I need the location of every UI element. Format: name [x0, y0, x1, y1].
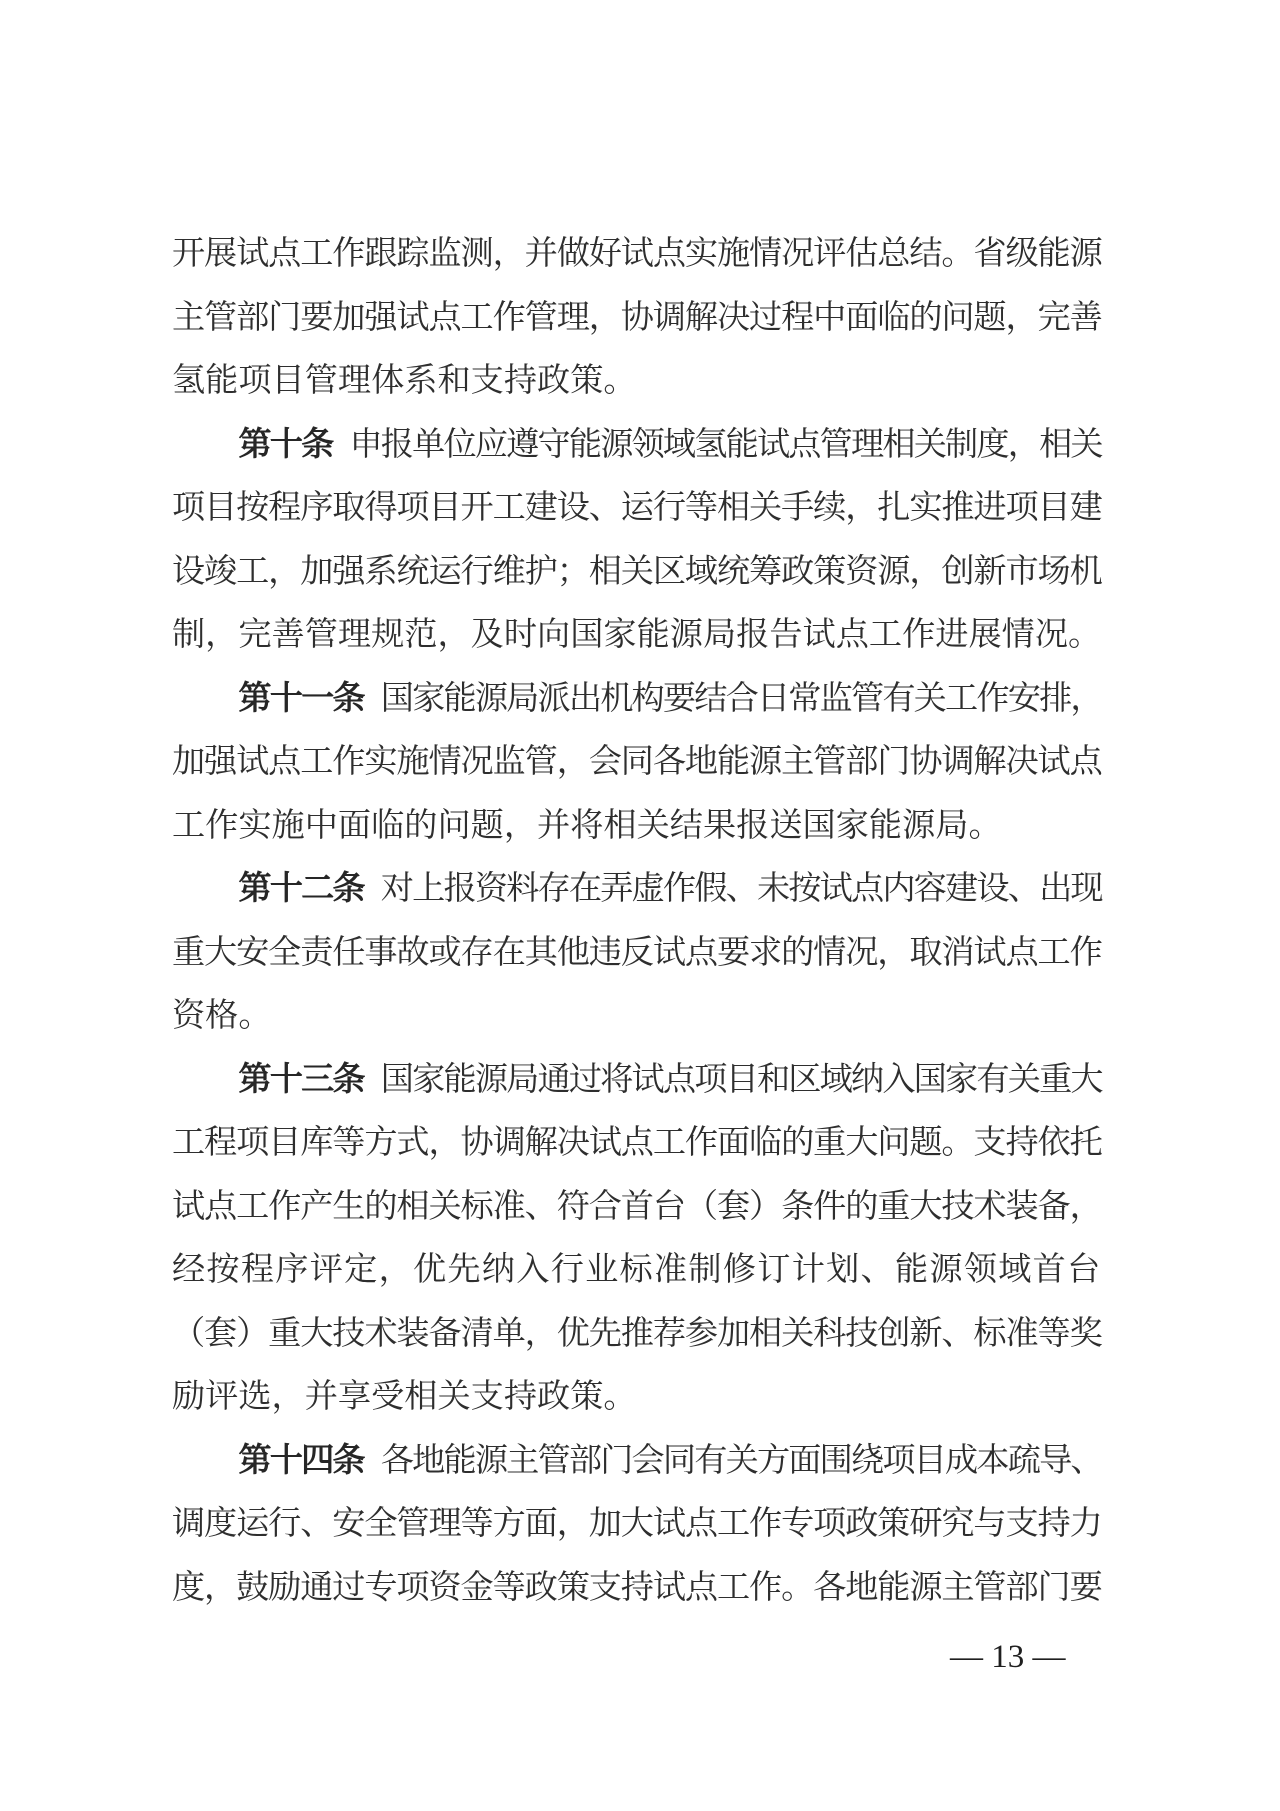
line-text: 开展试点工作跟踪监测，并做好试点实施情况评估总结。省级能源	[172, 235, 1102, 272]
text-line	[172, 603, 1102, 667]
text-line	[172, 921, 1102, 985]
article-number: 第十三条	[238, 1060, 364, 1098]
text-line	[172, 1429, 1102, 1493]
line-text: 工程项目库等方式，协调解决试点工作面临的重大问题。支持依托	[172, 1124, 1102, 1161]
line-text: 对上报资料存在弄虚作假、未按试点内容建设、出现	[380, 870, 1102, 907]
line-text: 资格。	[172, 997, 272, 1034]
text-line	[172, 1048, 1102, 1112]
text-line	[172, 540, 1102, 604]
text-line	[172, 1175, 1102, 1239]
line-text: 申报单位应遵守能源领域氢能试点管理相关制度，相关	[349, 425, 1102, 463]
line-text: 励评选，并享受相关支持政策。	[172, 1378, 637, 1415]
text-line	[172, 413, 1102, 477]
line-text: 经按程序评定，优先纳入行业标准制修订计划、能源领域首台	[172, 1251, 1102, 1288]
article-number: 第十条	[238, 425, 333, 463]
article-number: 第十二条	[238, 870, 364, 907]
text-line	[172, 1556, 1102, 1620]
text-line	[172, 1492, 1102, 1556]
document-lines	[172, 222, 1102, 1619]
text-line	[172, 1365, 1102, 1429]
line-text: 度，鼓励通过专项资金等政策支持试点工作。各地能源主管部门要	[172, 1568, 1102, 1606]
text-line	[172, 1238, 1102, 1302]
article-number: 第十四条	[238, 1441, 364, 1479]
text-line	[172, 1111, 1102, 1175]
line-text: 国家能源局派出机构要结合日常监管有关工作安排，	[380, 679, 1102, 717]
line-text: 主管部门要加强试点工作管理，协调解决过程中面临的问题，完善	[172, 298, 1102, 336]
line-text: 设竣工，加强系统运行维护；相关区域统筹政策资源，创新市场机	[172, 552, 1102, 590]
line-text: 制，完善管理规范，及时向国家能源局报告试点工作进展情况。	[172, 616, 1102, 653]
line-text: 各地能源主管部门会同有关方面围绕项目成本疏导、	[380, 1441, 1102, 1479]
text-line	[172, 730, 1102, 794]
text-line	[172, 794, 1102, 858]
article-number: 第十一条	[238, 679, 364, 717]
text-line	[172, 222, 1102, 286]
text-line	[172, 349, 1102, 413]
line-text: 项目按程序取得项目开工建设、运行等相关手续，扎实推进项目建	[172, 489, 1102, 526]
line-text: 国家能源局通过将试点项目和区域纳入国家有关重大	[380, 1060, 1102, 1098]
text-line	[172, 286, 1102, 350]
line-text: （套）重大技术装备清单，优先推荐参加相关科技创新、标准等奖	[172, 1314, 1102, 1352]
line-text: 重大安全责任事故或存在其他违反试点要求的情况，取消试点工作	[172, 933, 1102, 971]
text-line	[172, 984, 1102, 1048]
page-number: — 13 —	[950, 1639, 1066, 1675]
line-text: 试点工作产生的相关标准、符合首台（套）条件的重大技术装备，	[172, 1187, 1102, 1225]
line-text: 加强试点工作实施情况监管，会同各地能源主管部门协调解决试点	[172, 743, 1102, 780]
line-text: 工作实施中面临的问题，并将相关结果报送国家能源局。	[172, 806, 1002, 844]
text-line	[172, 1302, 1102, 1366]
text-line	[172, 857, 1102, 921]
text-line	[172, 476, 1102, 540]
line-text: 氢能项目管理体系和支持政策。	[172, 362, 637, 399]
text-line	[172, 667, 1102, 731]
line-text: 调度运行、安全管理等方面，加大试点工作专项政策研究与支持力	[172, 1505, 1102, 1542]
